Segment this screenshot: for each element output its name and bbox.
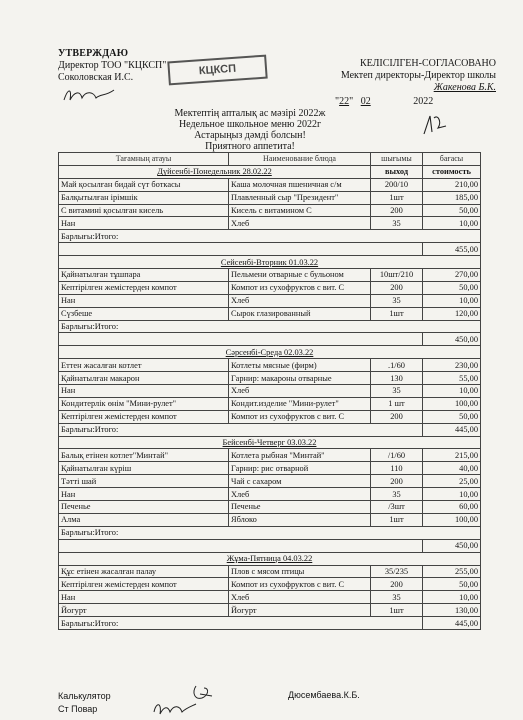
dish-price: 215,00 (423, 449, 481, 462)
dish-price: 120,00 (423, 307, 481, 320)
dish-output: 35 (371, 385, 423, 398)
dish-kz: Балық етінен котлет"Минтай" (59, 449, 229, 462)
dish-price: 60,00 (423, 501, 481, 514)
agreement-block (336, 58, 496, 94)
total-spacer (59, 539, 423, 552)
table-row (59, 410, 481, 423)
table-row (59, 281, 481, 294)
total-value: 445,00 (423, 423, 481, 436)
dish-price: 55,00 (423, 372, 481, 385)
dish-price: 50,00 (423, 410, 481, 423)
school-director-signature (420, 112, 450, 138)
dish-kz: Қайнатылған күріш (59, 462, 229, 475)
day-title: Сейсенбі-Вторник 01.03.22 (59, 256, 481, 269)
dish-output: 1шт (371, 604, 423, 617)
date-year: 2022 (413, 96, 434, 107)
dish-ru: Йогурт (229, 604, 371, 617)
dish-output: 1 шт (371, 397, 423, 410)
dish-price: 50,00 (423, 281, 481, 294)
approval-line-2: Директор ТОО "КЦКСП" (58, 60, 167, 71)
total-row (59, 617, 481, 630)
dish-kz: Йогурт (59, 604, 229, 617)
day-title: Дүйсенбі-Понедельник 28.02.22 (59, 165, 371, 178)
total-value: 455,00 (423, 243, 481, 256)
total-row (59, 539, 481, 552)
dish-output: 1шт (371, 191, 423, 204)
table-row (59, 591, 481, 604)
dish-kz: Кондитерлік өнім "Мини-рулет" (59, 397, 229, 410)
dish-ru: Хлеб (229, 217, 371, 230)
wish-kz: Астарыңыз дәмді болсын! (194, 130, 306, 141)
dish-output: /3шт (371, 501, 423, 514)
sub-output: выход (371, 165, 423, 178)
cook-label: Ст Повар (58, 704, 98, 714)
dish-ru: Пельмени отварные с бульоном (229, 269, 371, 282)
dish-output: 200 (371, 578, 423, 591)
day-row (59, 256, 481, 269)
dish-ru: Плов с мясом птицы (229, 565, 371, 578)
dish-ru: Яблоко (229, 513, 371, 526)
total-spacer (59, 243, 423, 256)
dish-price: 270,00 (423, 269, 481, 282)
total-label-row (59, 526, 481, 539)
day-row (59, 436, 481, 449)
footer-roles (58, 690, 111, 716)
agreement-line-3: Жакенова Б.К. (433, 82, 496, 93)
header-kz-name: Тағамның атауы (59, 153, 229, 166)
cook-signature (150, 700, 200, 718)
dish-output: 200 (371, 410, 423, 423)
dish-output: 200 (371, 475, 423, 488)
table-row (59, 359, 481, 372)
dish-kz: Кептірілген жемістерден компот (59, 410, 229, 423)
dish-price: 10,00 (423, 591, 481, 604)
dish-kz: Кептірілген жемістерден компот (59, 281, 229, 294)
director-signature (60, 84, 120, 106)
table-row (59, 385, 481, 398)
dish-ru: Хлеб (229, 385, 371, 398)
dish-price: 255,00 (423, 565, 481, 578)
dish-output: 35 (371, 591, 423, 604)
total-spacer (59, 333, 423, 346)
dish-kz: Нан (59, 591, 229, 604)
dish-ru: Кисель с витамином С (229, 204, 371, 217)
table-row (59, 449, 481, 462)
header-ru-name: Наименование блюда (229, 153, 371, 166)
table-row (59, 488, 481, 501)
dish-ru: Котлета рыбная "Минтай" (229, 449, 371, 462)
day-title: Бейсенбі-Четверг 03.03.22 (59, 436, 481, 449)
dish-price: 100,00 (423, 397, 481, 410)
dish-kz: Алма (59, 513, 229, 526)
dish-kz: Нан (59, 217, 229, 230)
total-label: Барлығы:Итого: (59, 230, 481, 243)
dish-kz: Тәтті шай (59, 475, 229, 488)
total-label: Барлығы:Итого: (59, 617, 423, 630)
dish-price: 230,00 (423, 359, 481, 372)
dish-price: 10,00 (423, 217, 481, 230)
dish-output: /1/60 (371, 449, 423, 462)
dish-kz: С витамині қосылған кисель (59, 204, 229, 217)
sub-price: стоимость (423, 165, 481, 178)
dish-price: 10,00 (423, 488, 481, 501)
day-row (59, 165, 481, 178)
dish-price: 100,00 (423, 513, 481, 526)
dish-ru: Кондит.изделие "Мини-рулет" (229, 397, 371, 410)
dish-kz: Май қосылған бидай сүт боткасы (59, 178, 229, 191)
day-title: Сәрсенбі-Среда 02.03.22 (59, 346, 481, 359)
dish-ru: Компот из сухофруктов с вит. С (229, 410, 371, 423)
dish-ru: Котлеты мясные (фирм) (229, 359, 371, 372)
dish-price: 10,00 (423, 385, 481, 398)
dish-ru: Сырок глазированный (229, 307, 371, 320)
dish-output: 200 (371, 281, 423, 294)
dish-output: .1/60 (371, 359, 423, 372)
table-row (59, 269, 481, 282)
total-value: 450,00 (423, 539, 481, 552)
header-price: бағасы (423, 153, 481, 166)
total-label: Барлығы:Итого: (59, 423, 423, 436)
day-title: Жұма-Пятница 04.03.22 (59, 552, 481, 565)
dish-output: 35 (371, 488, 423, 501)
dish-price: 185,00 (423, 191, 481, 204)
menu-table (58, 152, 481, 630)
table-row (59, 191, 481, 204)
table-row (59, 294, 481, 307)
dish-price: 50,00 (423, 204, 481, 217)
approval-line-3: Соколовская И.С. (58, 72, 134, 83)
table-header-row (59, 153, 481, 166)
total-row (59, 423, 481, 436)
total-value: 450,00 (423, 333, 481, 346)
dish-kz: Еттен жасалған котлет (59, 359, 229, 372)
dish-kz: Кептірілген жемістерден компот (59, 578, 229, 591)
total-label: Барлығы:Итого: (59, 320, 481, 333)
dish-kz: Печенье (59, 501, 229, 514)
company-stamp: КЦКСП (167, 55, 267, 86)
dish-kz: Қайнатылған тұшпара (59, 269, 229, 282)
total-row (59, 333, 481, 346)
dish-ru: Хлеб (229, 488, 371, 501)
total-label: Барлығы:Итого: (59, 526, 481, 539)
table-row (59, 604, 481, 617)
table-row (59, 565, 481, 578)
title-ru: Недельное школьное меню 2022г (178, 119, 322, 130)
dish-price: 130,00 (423, 604, 481, 617)
total-row (59, 243, 481, 256)
table-row (59, 307, 481, 320)
calculator-label: Калькулятор (58, 691, 111, 701)
wish-ru: Приятного аппетита! (205, 141, 295, 152)
dish-ru: Чай с сахаром (229, 475, 371, 488)
table-row (59, 513, 481, 526)
dish-ru: Плавленный сыр "Президент" (229, 191, 371, 204)
dish-price: 210,00 (423, 178, 481, 191)
agreement-title: КЕЛІСІЛГЕН-СОГЛАСОВАНО (359, 58, 496, 69)
dish-output: 110 (371, 462, 423, 475)
dish-ru: Хлеб (229, 294, 371, 307)
dish-kz: Құс етінен жасалған палау (59, 565, 229, 578)
menu-titles (150, 108, 350, 152)
dish-ru: Компот из сухофруктов с вит. С (229, 281, 371, 294)
dish-price: 10,00 (423, 294, 481, 307)
table-row (59, 578, 481, 591)
dish-kz: Нан (59, 294, 229, 307)
table-row (59, 178, 481, 191)
dish-price: 50,00 (423, 578, 481, 591)
header-output: шығымы (371, 153, 423, 166)
dish-kz: Нан (59, 385, 229, 398)
dish-price: 40,00 (423, 462, 481, 475)
table-row (59, 462, 481, 475)
table-row (59, 372, 481, 385)
table-row (59, 397, 481, 410)
title-kz: Мектептің апталық ас мәзірі 2022ж (174, 108, 326, 119)
dish-ru: Каша молочная пшеничная с/м (229, 178, 371, 191)
calculator-name: Дюсембаева.К.Б. (288, 690, 360, 700)
day-row (59, 552, 481, 565)
day-row (59, 346, 481, 359)
dish-output: 35 (371, 217, 423, 230)
dish-price: 25,00 (423, 475, 481, 488)
dish-output: 35/235 (371, 565, 423, 578)
dish-kz: Нан (59, 488, 229, 501)
dish-output: 10шт/210 (371, 269, 423, 282)
agreement-date: "22" 02 2022 (335, 96, 434, 107)
dish-ru: Гарнир: рис отварной (229, 462, 371, 475)
date-day: 22 (339, 96, 350, 107)
table-row (59, 204, 481, 217)
dish-output: 1шт (371, 513, 423, 526)
dish-output: 130 (371, 372, 423, 385)
date-month: 02 (360, 96, 371, 107)
dish-kz: Балқытылған ірімшік (59, 191, 229, 204)
dish-kz: Қайнатылған макарон (59, 372, 229, 385)
table-row (59, 475, 481, 488)
table-row (59, 217, 481, 230)
dish-output: 1шт (371, 307, 423, 320)
dish-kz: Сүзбеше (59, 307, 229, 320)
total-label-row (59, 230, 481, 243)
dish-ru: Печенье (229, 501, 371, 514)
dish-output: 200/10 (371, 178, 423, 191)
approval-title: УТВЕРЖДАЮ (58, 48, 129, 59)
dish-ru: Компот из сухофруктов с вит. С (229, 578, 371, 591)
total-label-row (59, 320, 481, 333)
dish-ru: Гарнир: макароны отварные (229, 372, 371, 385)
table-row (59, 501, 481, 514)
dish-output: 200 (371, 204, 423, 217)
total-value: 445,00 (423, 617, 481, 630)
dish-output: 35 (371, 294, 423, 307)
dish-ru: Хлеб (229, 591, 371, 604)
agreement-line-2: Мектеп директоры-Директор школы (340, 70, 496, 81)
